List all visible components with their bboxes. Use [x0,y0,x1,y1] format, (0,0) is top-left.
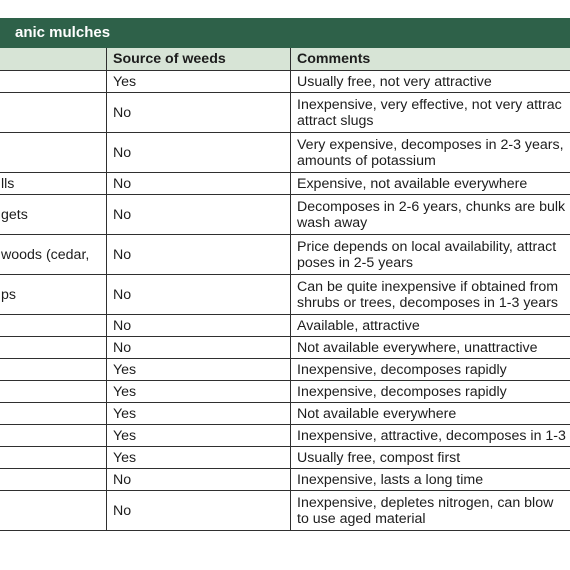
cell-comments [291,173,570,195]
table-row [0,425,570,447]
cell-comments [291,93,570,133]
comment-line: poses in 2-5 years [297,254,413,271]
cell-mulch [0,93,107,133]
cell-comments [291,133,570,173]
comment-line: attract slugs [297,112,374,129]
comment-line: Price depends on local availability, attract [297,238,557,255]
table-title-row [0,19,570,48]
organic-mulches-table [0,18,570,531]
comment-line: amounts of potassium [297,152,436,169]
cell-source-of-weeds: Yes [107,447,291,469]
comment-line: Inexpensive, lasts a long time [297,471,484,488]
comment-line: Usually free, compost first [297,449,461,466]
cell-source-of-weeds: Yes [107,359,291,381]
cell-comments [291,425,570,447]
cell-comments [291,491,570,531]
header-comments: Comments [291,48,570,71]
table-row [0,133,570,173]
cell-mulch: woods (cedar, [0,235,107,275]
cell-source-of-weeds: No [107,93,291,133]
cell-source-of-weeds: Yes [107,403,291,425]
cell-mulch [0,425,107,447]
cell-comments [291,315,570,337]
cell-source-of-weeds: No [107,491,291,531]
cell-source-of-weeds: No [107,133,291,173]
cell-mulch: ps [0,275,107,315]
cell-comments [291,235,570,275]
cell-mulch [0,447,107,469]
table-row [0,173,570,195]
cell-source-of-weeds: No [107,195,291,235]
table-row [0,275,570,315]
table-header-row [0,48,570,71]
table-title: anic mulches [0,19,570,48]
table-row [0,93,570,133]
table-row [0,447,570,469]
comment-line: Not available everywhere [297,405,457,422]
comment-line: Available, attractive [297,317,420,334]
cell-mulch [0,133,107,173]
table-row [0,403,570,425]
header-source-of-weeds: Source of weeds [107,48,291,71]
table-row [0,491,570,531]
cell-source-of-weeds: Yes [107,71,291,93]
cell-mulch [0,381,107,403]
cell-comments [291,275,570,315]
comment-line: Expensive, not available everywhere [297,175,528,192]
cell-mulch [0,315,107,337]
cell-source-of-weeds: Yes [107,425,291,447]
comment-line: Usually free, not very attractive [297,73,492,90]
comment-line: shrubs or trees, decomposes in 1-3 years [297,294,559,311]
cell-source-of-weeds: No [107,337,291,359]
cell-source-of-weeds: No [107,469,291,491]
cell-mulch [0,337,107,359]
cell-mulch [0,469,107,491]
comment-line: Inexpensive, decomposes rapidly [297,361,507,378]
cell-mulch [0,403,107,425]
cell-comments [291,469,570,491]
cell-source-of-weeds: Yes [107,381,291,403]
table-row [0,71,570,93]
comment-line: wash away [297,214,368,231]
cell-comments [291,71,570,93]
table-row [0,381,570,403]
cell-comments [291,447,570,469]
comment-line: Decomposes in 2-6 years, chunks are bulk [297,198,566,215]
table-row [0,337,570,359]
table-body [0,71,570,531]
comment-line: Inexpensive, depletes nitrogen, can blow [297,494,554,511]
cell-comments [291,403,570,425]
comment-line: Inexpensive, decomposes rapidly [297,383,507,400]
table-row [0,195,570,235]
comment-line: Can be quite inexpensive if obtained from [297,278,559,295]
cell-mulch: lls [0,173,107,195]
cell-source-of-weeds: No [107,315,291,337]
comment-line: Not available everywhere, unattractive [297,339,538,356]
cell-comments [291,359,570,381]
cell-mulch [0,359,107,381]
table-row [0,315,570,337]
table-row [0,359,570,381]
cell-mulch [0,71,107,93]
cell-comments [291,337,570,359]
header-mulch [0,48,107,71]
cell-mulch [0,491,107,531]
comment-line: Very expensive, decomposes in 2-3 years, [297,136,564,153]
table-row [0,469,570,491]
cell-source-of-weeds: No [107,173,291,195]
comment-line: Inexpensive, very effective, not very attrac [297,96,562,113]
comment-line: Inexpensive, attractive, decomposes in 1-3 [297,427,566,444]
cell-source-of-weeds: No [107,235,291,275]
cell-mulch: gets [0,195,107,235]
cell-comments [291,381,570,403]
comment-line: to use aged material [297,510,426,527]
cell-comments [291,195,570,235]
table-row [0,235,570,275]
cell-source-of-weeds: No [107,275,291,315]
